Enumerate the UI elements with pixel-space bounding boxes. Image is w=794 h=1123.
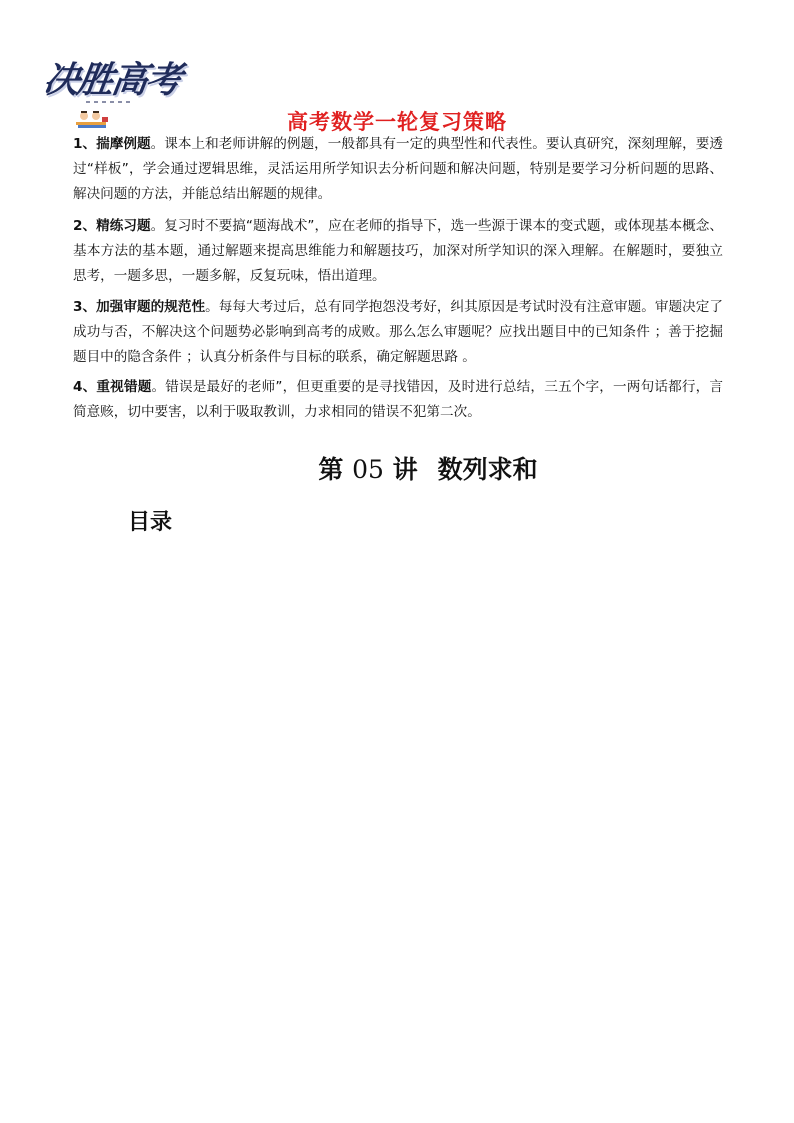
strategy-body: 。错误是最好的老师”，但更重要的是寻找错因，及时进行总结，三五个字，一两句话都行，言简意赅，切中要害，以利于吸取教训，力求相同的错误不犯第二次。 [73,379,723,420]
strategy-paragraph [73,375,723,425]
brand-logo-text: 决胜高考 [40,59,183,101]
strategy-paragraph [73,214,723,289]
strategy-number: 2、 [73,218,97,234]
strategy-number: 3、 [73,299,97,315]
strategy-paragraph [73,132,723,207]
lecture-number: 05 [352,455,384,484]
page-title: 高考数学一轮复习策略 [287,110,507,134]
strategy-paragraph [73,295,723,370]
lecture-prefix: 第 [318,455,344,484]
strategy-body: 。复习时不要搞“题海战术”，应在老师的指导下，选一些源于课本的变式题，或体现基本概念、基本方法的基本题，通过解题来提高思维能力和解题技巧，加深对所学知识的深入理解。在解题时，要独立思考，一题多思，一题多解，反复玩味，悟出道理。 [73,218,723,284]
strategy-body: 。课本上和老师讲解的例题，一般都具有一定的典型性和代表性。要认真研究，深刻理解，要透过“样板”，学会通过逻辑思维，灵活运用所学知识去分析问题和解决问题，特别是要学习分析问题的思路、解决问题的方法，并能总结出解题的规律。 [73,136,723,202]
strategy-heading: 加强审题的规范性 [96,299,206,315]
lecture-suffix: 讲 [392,455,418,484]
strategy-number: 1、 [73,136,97,152]
table-of-contents-heading: 目录 [128,509,173,535]
strategy-heading: 精练习题 [96,218,151,234]
strategy-heading: 重视错题 [96,379,152,395]
lecture-topic: 数列求和 [437,455,538,484]
strategy-number: 4、 [73,379,97,395]
strategy-heading: 揣摩例题 [96,136,151,152]
lecture-title [0,450,794,486]
strategy-body: 。每每大考过后，总有同学抱怨没考好，纠其原因是考试时没有注意审题。审题决定了成功与否，不解决这个问题势必影响到高考的成败。那么怎么审题呢？应找出题目中的已知条件 ；善于挖掘题目中的隐含条件 ；认真分析条件与目标的联系，确定解题思路 。 [73,299,723,365]
logo-decoration [84,92,144,104]
